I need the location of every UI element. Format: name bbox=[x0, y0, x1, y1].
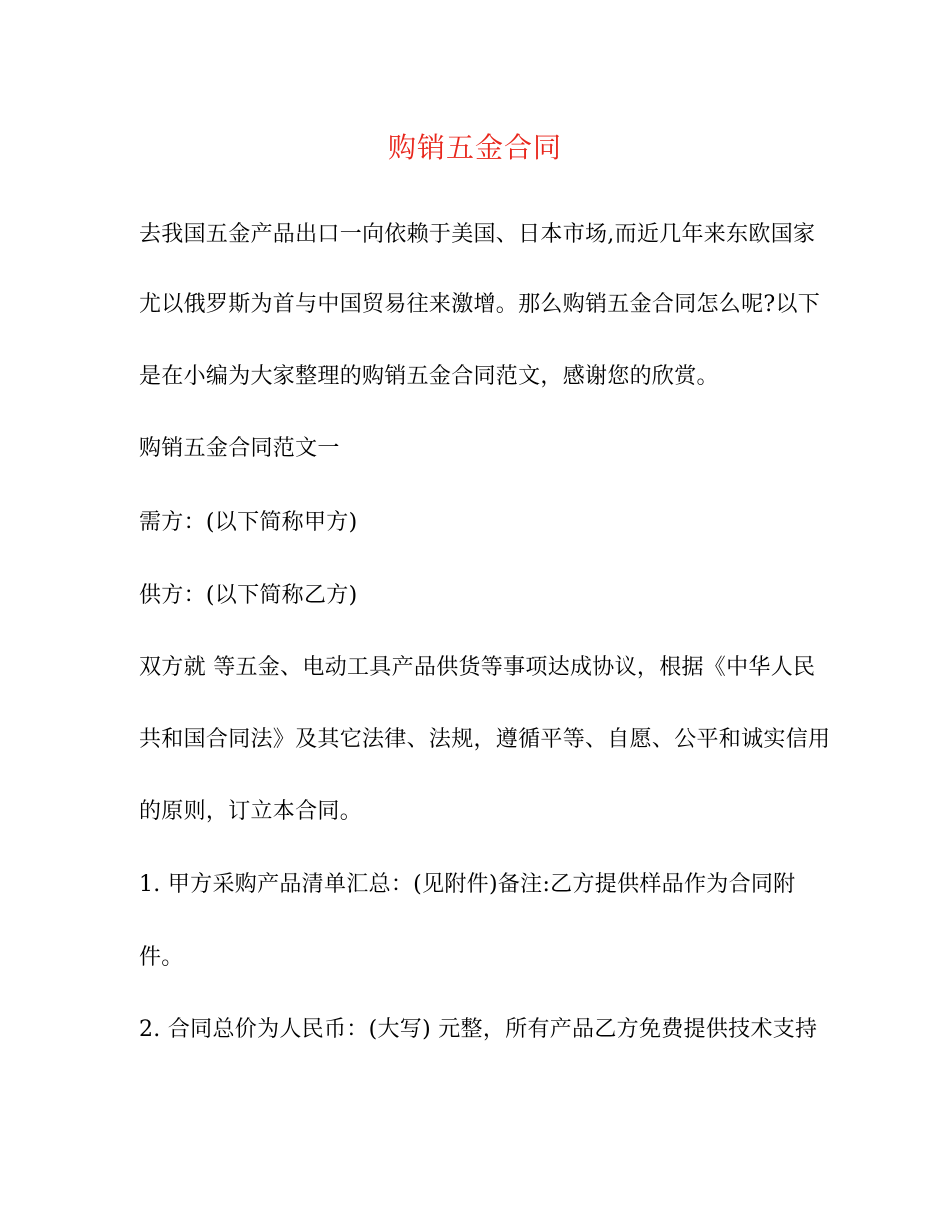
paragraph-line: 尤以俄罗斯为首与中国贸易往来激增。那么购销五金合同怎么呢?以下 bbox=[139, 292, 821, 317]
section-heading: 购销五金合同范文一 bbox=[139, 436, 340, 461]
document-title: 购销五金合同 bbox=[387, 131, 562, 164]
clause-line: 1. 甲方采购产品清单汇总：(见附件)备注:乙方提供样品作为合同附 bbox=[139, 872, 796, 897]
clause-line: 件。 bbox=[139, 945, 184, 970]
paragraph-line: 的原则，订立本合同。 bbox=[139, 799, 363, 824]
paragraph-line: 去我国五金产品出口一向依赖于美国、日本市场,而近几年来东欧国家 bbox=[139, 222, 816, 247]
paragraph-line: 共和国合同法》及其它法律、法规，遵循平等、自愿、公平和诚实信用 bbox=[139, 727, 831, 752]
supplier-line: 供方：(以下简称乙方) bbox=[139, 583, 358, 608]
paragraph-line: 是在小编为大家整理的购销五金合同范文，感谢您的欣赏。 bbox=[139, 364, 719, 389]
buyer-line: 需方：(以下简称甲方) bbox=[139, 510, 358, 535]
clause-line: 2. 合同总价为人民币：(大写) 元整，所有产品乙方免费提供技术支持 bbox=[139, 1017, 818, 1042]
paragraph-line: 双方就 等五金、电动工具产品供货等事项达成协议，根据《中华人民 bbox=[139, 655, 816, 680]
